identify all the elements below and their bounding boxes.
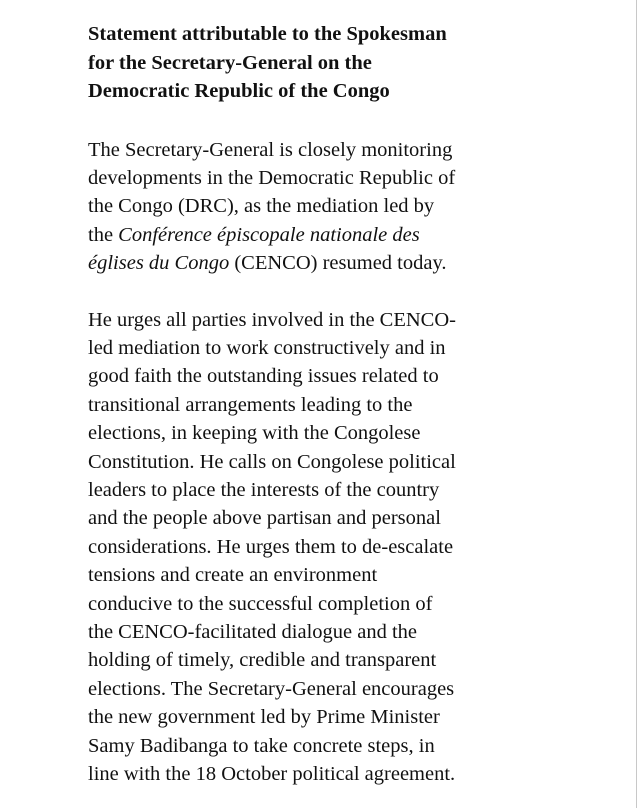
paragraph-line: The Secretary-General is closely monitoring	[88, 138, 453, 161]
cenco-full-name-cont: églises du Congo	[88, 252, 230, 275]
paragraph-line: developments in the Democratic Republic of	[88, 166, 456, 189]
paragraph-line: conducive to the successful completion of	[88, 592, 433, 615]
paragraph-line: He urges all parties involved in the CENCO-	[88, 308, 456, 331]
statement-title	[88, 20, 588, 106]
paragraph-line	[88, 249, 588, 277]
paragraph-line: elections, in keeping with the Congolese	[88, 422, 421, 445]
paragraph-line: the new government led by Prime Minister	[88, 706, 440, 729]
title-line: Statement attributable to the Spokesman	[88, 23, 447, 45]
paragraph-line: good faith the outstanding issues related to	[88, 365, 439, 388]
paragraph-line: the Congo (DRC), as the mediation led by	[88, 195, 435, 218]
paragraph-line: transitional arrangements leading to the	[88, 393, 413, 416]
paragraph-line: led mediation to work constructively and in	[88, 336, 446, 359]
paragraph-line: line with the 18 October political agreement.	[88, 763, 456, 786]
paragraph-monitoring	[88, 136, 588, 278]
paragraph-line: tensions and create an environment	[88, 564, 378, 587]
text-run: (CENCO) resumed today.	[229, 252, 447, 275]
paragraph-urges	[88, 306, 588, 789]
paragraph-line: and the people above partisan and personal	[88, 507, 441, 530]
paragraph-line: elections. The Secretary-General encourages	[88, 677, 455, 700]
title-line: for the Secretary-General on the	[88, 51, 372, 74]
paragraph-line: leaders to place the interests of the country	[88, 478, 440, 501]
title-line: Democratic Republic of the Congo	[88, 80, 390, 102]
paragraph-line	[88, 221, 588, 249]
paragraph-line: Samy Badibanga to take concrete steps, in	[88, 734, 435, 757]
cenco-full-name: Conférence épiscopale nationale des	[118, 223, 420, 246]
text-run: the	[88, 223, 119, 246]
paragraph-line: holding of timely, credible and transparent	[88, 649, 437, 672]
paragraph-line: the CENCO-facilitated dialogue and the	[88, 621, 418, 643]
paragraph-line: Constitution. He calls on Congolese political	[88, 450, 456, 473]
paragraph-line: considerations. He urges them to de-escalate	[88, 535, 454, 558]
statement-document	[88, 20, 588, 788]
